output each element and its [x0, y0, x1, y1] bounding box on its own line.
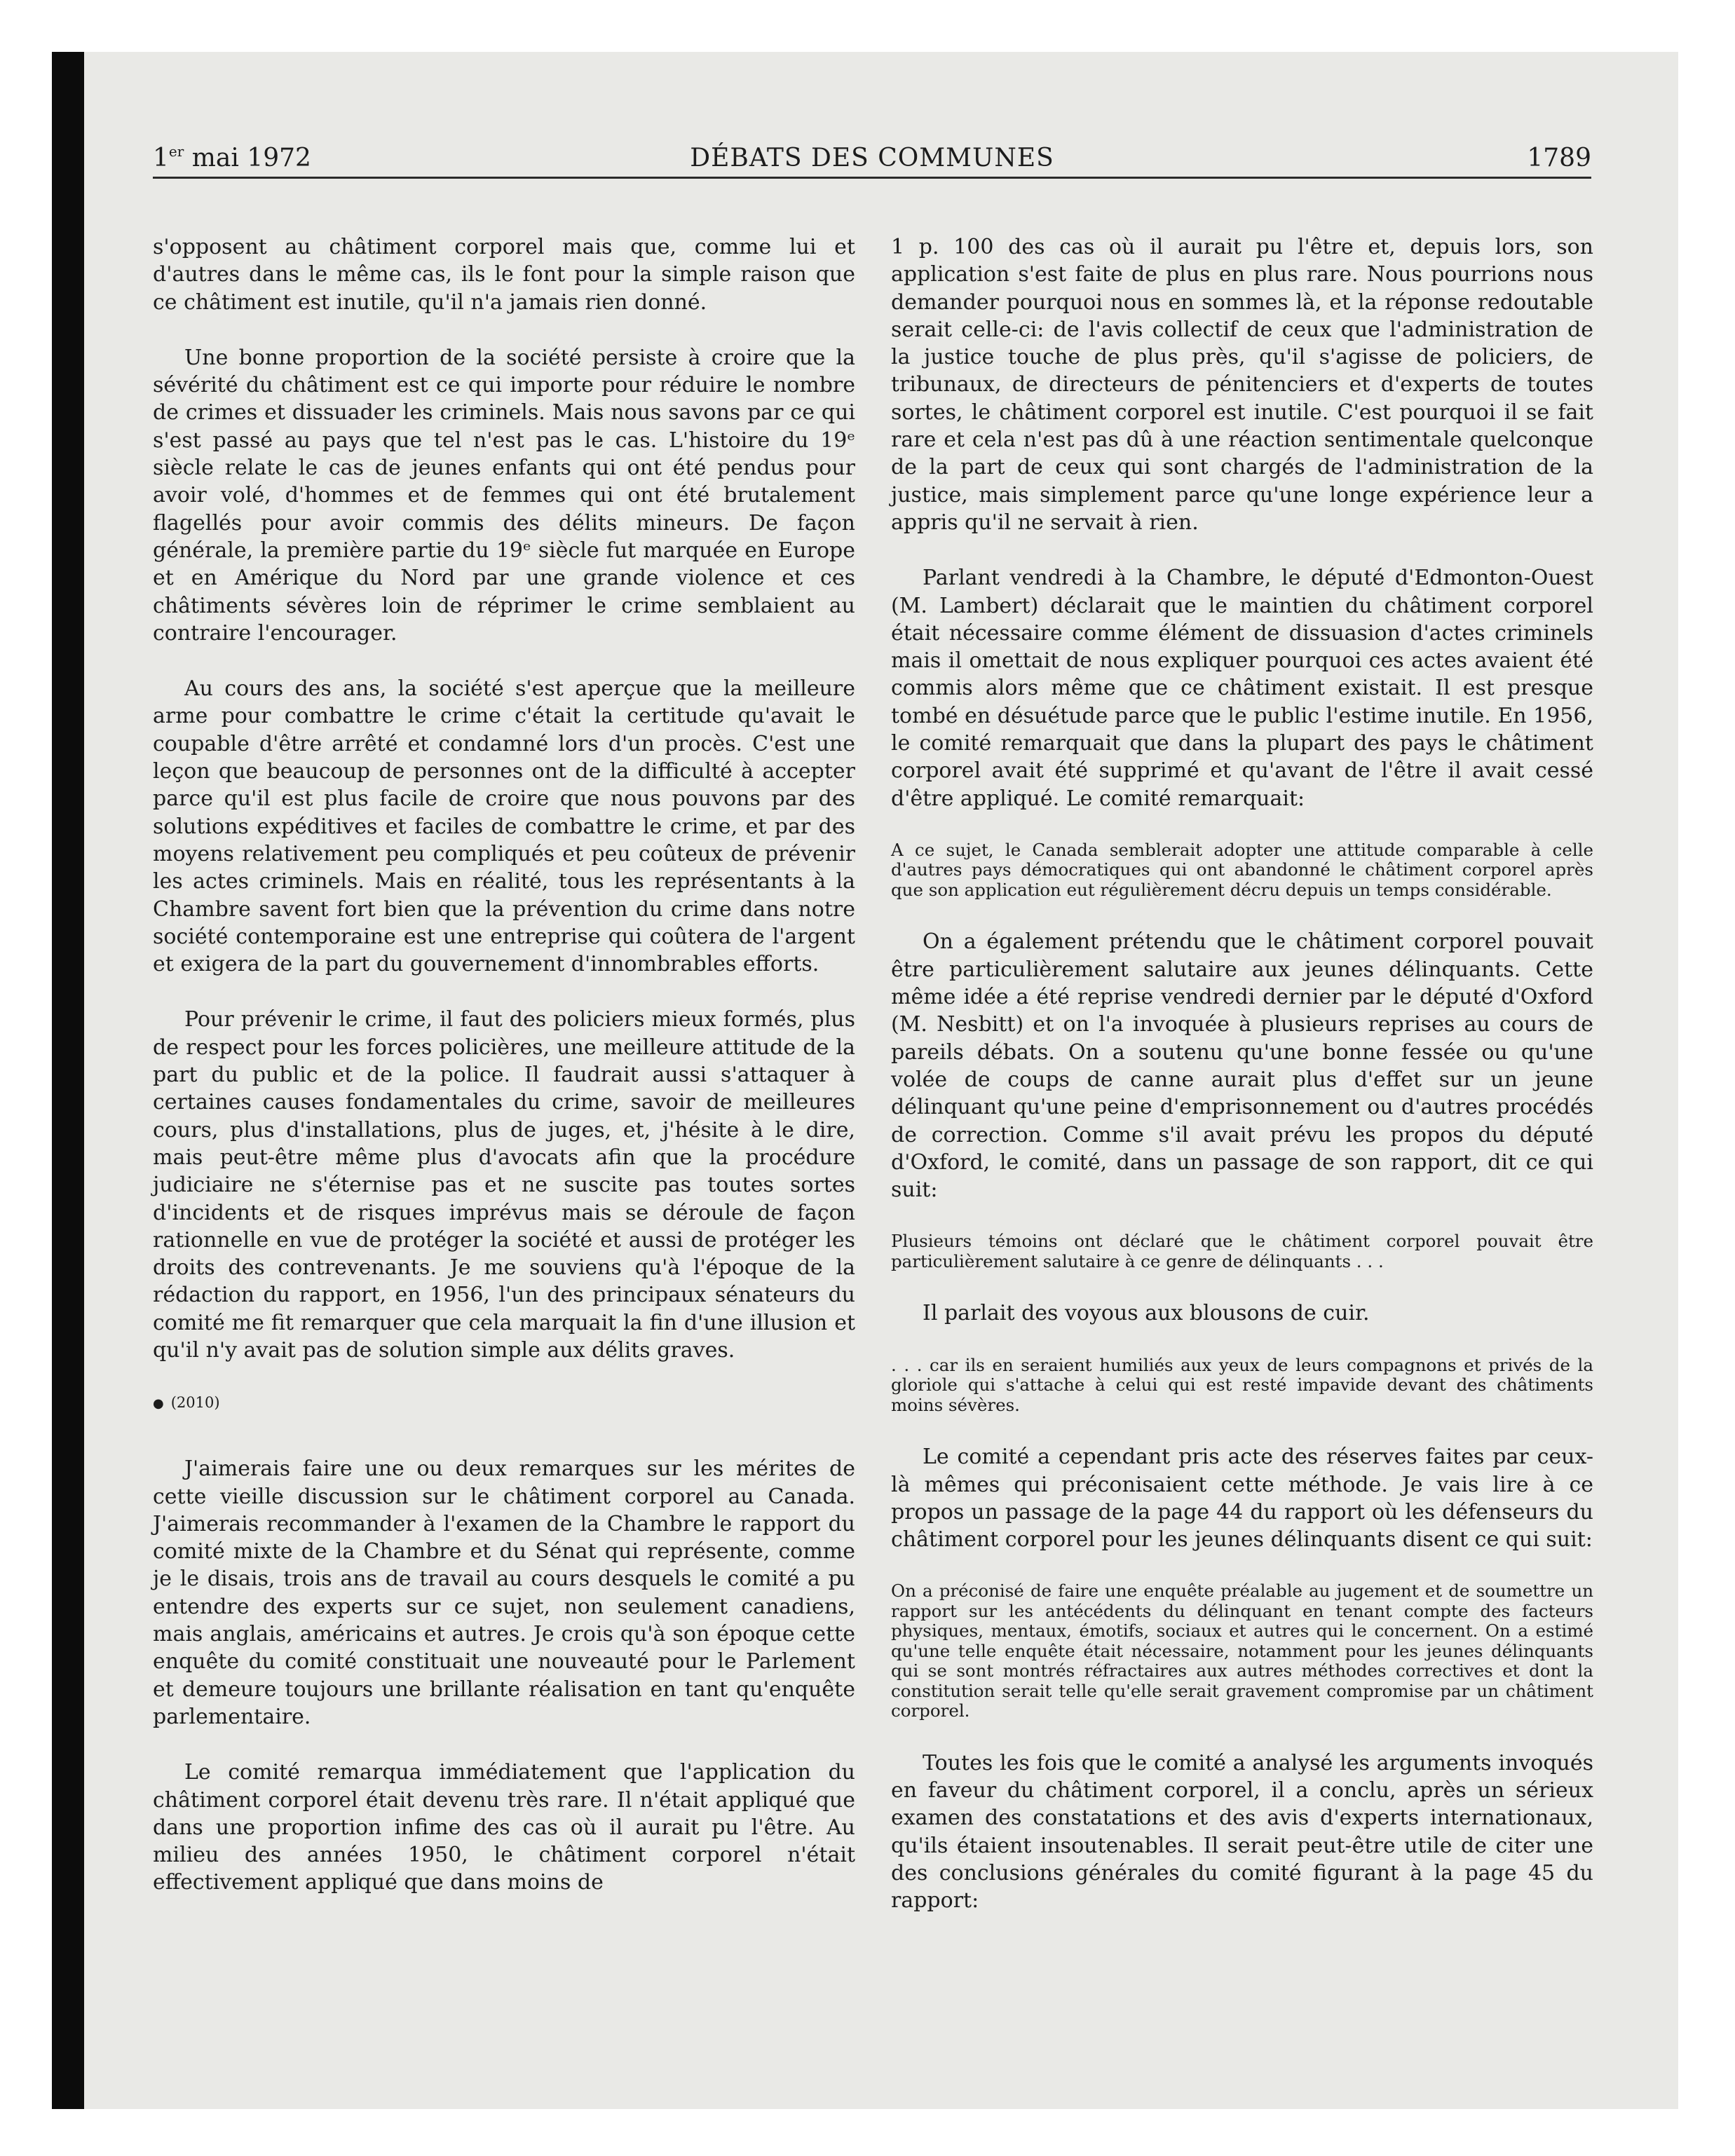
right-paragraph-1: 1 p. 100 des cas où il aurait pu l'être et, depuis lors, son application s'est faite de plus en plus rare. Nous pourrions nous demander pourquoi nous en sommes là, et la réponse redoutable serait celle-ci: de l'avis collectif de ceux que l'administration de la justice touche de plus près, qu'il s'agisse de policiers, de tribunaux, de directeurs de pénitenciers et d'experts de toutes sortes, le châtiment corporel est inutile. C'est pourquoi il se fait rare et cela n'est pas dû à une réaction sentimentale quelconque de la part de ceux qui sont chargés de l'administration de la justice, mais simplement parce qu'une longe expérience leur a appris qu'il ne servait à rien. [891, 235, 1593, 535]
right-paragraph-6: Toutes les fois que le comité a analysé les arguments invoqués en faveur du châtiment corporel, il a conclu, après un sérieux examen des constatations et des avis d'experts internationaux, qu'ils étaient insoutenables. Il serait peut-être utile de citer une des conclusions générales du comité figurant à la page 45 du rapport: [891, 1750, 1593, 1913]
right-quote-1: A ce sujet, le Canada semblerait adopter une attitude comparable à celle d'autres pays démocratiques qui ont abandonné le châtiment corporel après que son application eut régulièrement décru depuis un temps considérable. [891, 839, 1593, 900]
page-header [153, 142, 1591, 179]
header-date-day: 1 [153, 144, 169, 172]
left-paragraph-3: Au cours des ans, la société s'est aperçue que la meilleure arme pour combattre le crime c'était la certitude qu'avait le coupable d'être arrêté et condamné lors d'un procès. C'est une leçon que beaucoup de personnes ont de la difficulté à accepter parce qu'il est plus facile de croire que nous pouvons par des solutions expéditives et faciles de combattre le crime, et par des moyens relativement peu compliqués et peu coûteux de prévenir les actes criminels. Mais en réalité, tous les représentants à la Chambre savent fort bien que la prévention du crime dans notre société contemporaine est une entreprise qui coûtera de l'argent et exigera de la part du gouvernement d'innombrables efforts. [153, 676, 855, 977]
left-column [153, 233, 855, 1925]
right-quote-4: On a préconisé de faire une enquête préalable au jugement et de soumettre un rapport sur les antécédents du délinquant en tenant compte des facteurs physiques, mentaux, émotifs, sociaux et autres qui le concernent. On a estimé qu'une telle enquête était nécessaire, notamment pour les jeunes délinquants qui se sont montrés réfractaires aux autres méthodes correctives et dont la constitution serait telle qu'elle serait gravement compromise par un châtiment corporel. [891, 1581, 1593, 1721]
right-paragraph-5: Le comité a cependant pris acte des réserves faites par ceux-là mêmes qui préconisaient cette méthode. Je vais lire à ce propos un passage de la page 44 du rapport où les défenseurs du châtiment corporel pour les jeunes délinquants disent ce qui suit: [891, 1445, 1593, 1553]
right-quote-3: . . . car ils en seraient humiliés aux yeux de leurs compagnons et privés de la gloriole qui s'attache à celui qui est resté impavide devant des châtiments moins sévères. [891, 1354, 1593, 1415]
time-marker-bullet: ● [153, 1396, 164, 1412]
scan-binding-edge [52, 52, 84, 2109]
time-marker [153, 1392, 855, 1414]
header-page-number: 1789 [1527, 144, 1591, 172]
time-marker-text: (2010) [170, 1394, 220, 1412]
left-paragraph-2: Une bonne proportion de la société persiste à croire que la sévérité du châtiment est ce qui importe pour réduire le nombre de crimes et dissuader les criminels. Mais nous savons par ce qui s'est passé au pays que tel n'est pas le cas. L'histoire du 19ᵉ siècle relate le cas de jeunes enfants qui ont été pendus pour avoir volé, d'hommes et de femmes qui ont été brutalement flagellés pour avoir commis des délits mineurs. De façon générale, la première partie du 19ᵉ siècle fut marquée en Europe et en Amérique du Nord par une grande violence et ces châtiments sévères loin de réprimer le crime semblaient au contraire l'encourager. [153, 345, 855, 646]
right-quote-2: Plusieurs témoins ont déclaré que le châtiment corporel pouvait être particulièrement salutaire à ce genre de délinquants . . . [891, 1231, 1593, 1271]
right-paragraph-3: On a également prétendu que le châtiment corporel pouvait être particulièrement salutaire aux jeunes délinquants. Cette même idée a été reprise vendredi dernier par le député d'Oxford (M. Nesbitt) et on l'a invoquée à plusieurs reprises au cours de pareils débats. On a soutenu qu'une bonne fessée ou qu'une volée de coups de canne aurait plus d'effet sur un jeune délinquant qu'une peine d'emprisonnement ou d'autres procédés de correction. Comme s'il avait prévu les propos du député d'Oxford, le comité, dans un passage de son rapport, dit ce qui suit: [891, 929, 1593, 1203]
left-paragraph-4: Pour prévenir le crime, il faut des policiers mieux formés, plus de respect pour les forces policières, une meilleure attitude de la part du public et de la police. Il faudrait aussi s'attaquer à certaines causes fondamentales du crime, savoir de meilleures cours, plus d'installations, plus de juges, et, j'hésite à le dire, mais peut-être même plus d'avocats afin que la procédure judiciaire ne s'éternise pas et ne suscite pas toutes sortes d'incidents et de risques imprévus mais se déroule de façon rationnelle en vue de protéger la société et aussi de protéger les droits des contrevenants. Je me souviens qu'à l'époque de la rédaction du rapport, en 1956, l'un des principaux sénateurs du comité me fit remarquer que cela marquait la fin d'une illusion et qu'il n'y avait pas de solution simple aux délits graves. [153, 1007, 855, 1363]
left-paragraph-5: J'aimerais faire une ou deux remarques sur les mérites de cette vieille discussion sur le châtiment corporel au Canada. J'aimerais recommander à l'examen de la Chambre le rapport du comité mixte de la Chambre et du Sénat qui représente, comme je le disais, trois ans de travail au cours desquels le comité a pu entendre des experts sur ce sujet, non seulement canadiens, mais anglais, américains et autres. Je crois qu'à son époque cette enquête du comité constituait une nouveauté pour le Parlement et demeure toujours une brillante réalisation en tant qu'enquête parlementaire. [153, 1456, 855, 1729]
right-paragraph-4: Il parlait des voyous aux blousons de cuir. [923, 1301, 1370, 1326]
header-title: DÉBATS DES COMMUNES [690, 144, 1054, 172]
header-date-sup: er [168, 143, 184, 160]
left-paragraph-6: Le comité remarqua immédiatement que l'application du châtiment corporel était devenu très rare. Il n'était appliqué que dans une proportion infime des cas où il aurait pu l'être. Au milieu des années 1950, le châtiment corporel n'était effectivement appliqué que dans moins de [153, 1760, 855, 1895]
right-column [891, 233, 1593, 1943]
right-paragraph-2: Parlant vendredi à la Chambre, le député d'Edmonton-Ouest (M. Lambert) déclarait que le maintien du châtiment corporel était nécessaire comme élément de dissuasion d'actes criminels mais il omettait de nous expliquer pourquoi ces actes avaient été commis alors même que ce châtiment existait. Il est presque tombé en désuétude parce que le public l'estime inutile. En 1956, le comité remarquait que dans la plupart des pays le châtiment corporel avait été supprimé et qu'avant de l'être il avait cessé d'être appliqué. Le comité remarquait: [891, 566, 1593, 811]
left-paragraph-1: s'opposent au châtiment corporel mais que, comme lui et d'autres dans le même cas, ils le font pour la simple raison que ce châtiment est inutile, qu'il n'a jamais rien donné. [153, 235, 855, 315]
header-date-rest: mai 1972 [191, 144, 311, 172]
